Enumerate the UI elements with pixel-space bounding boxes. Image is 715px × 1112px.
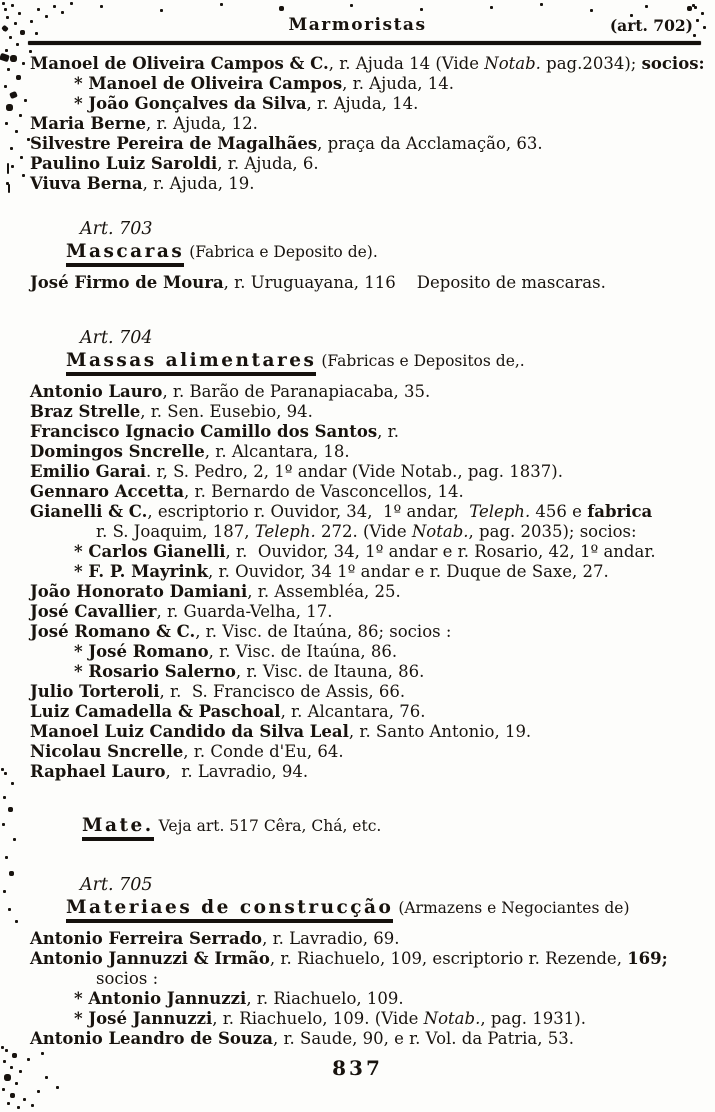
entry-name: Paulino Luiz Saroldi bbox=[30, 154, 218, 173]
directory-entry bbox=[30, 582, 705, 602]
entry-text: , r. Ajuda 14 (Vide bbox=[328, 54, 485, 73]
entry-text: , escriptorio r. Ouvidor, 34, 1º andar, bbox=[147, 502, 470, 521]
directory-entry bbox=[30, 949, 705, 969]
entry-text: , r. Ajuda, 12. bbox=[145, 114, 258, 133]
entry-ref: Notab. bbox=[484, 54, 541, 73]
entry-text: , r. Riachuelo, 109. bbox=[246, 989, 404, 1008]
directory-entry bbox=[30, 94, 705, 114]
entry-name: João Honorato Damiani bbox=[30, 582, 248, 601]
page-number: 837 bbox=[332, 1056, 383, 1080]
directory-section bbox=[30, 814, 705, 838]
directory-entry bbox=[30, 482, 705, 502]
directory-section bbox=[30, 874, 705, 1049]
directory-section bbox=[30, 218, 705, 293]
entry-name: fabrica bbox=[587, 502, 653, 521]
entry-name: Antonio Ferreira Serrado bbox=[30, 929, 263, 948]
entry-text: 272. (Vide bbox=[315, 522, 412, 541]
section-note: (Fabricas e Depositos de,. bbox=[316, 352, 525, 370]
entry-name: Nicolau Sncrelle bbox=[30, 742, 184, 761]
crossref-note: Veja art. 517 Cêra, Chá, etc. bbox=[153, 817, 382, 835]
entry-text: socios : bbox=[96, 969, 159, 988]
section-note: (Fabrica e Deposito de). bbox=[184, 243, 378, 261]
document-body bbox=[0, 45, 715, 1049]
entry-text: , r. bbox=[377, 422, 399, 441]
entry-name: Silvestre Pereira de Magalhães bbox=[30, 134, 318, 153]
entry-text: , r. Alcantara, 76. bbox=[280, 702, 426, 721]
entry-name: Raphael Lauro bbox=[30, 762, 166, 781]
article-number: Art. 704 bbox=[80, 328, 153, 348]
entry-text: , r. Riachuelo, 109, escriptorio r. Rezende, bbox=[269, 949, 628, 968]
entry-text: , r. Visc. de Itauna, 86. bbox=[235, 662, 425, 681]
directory-entry bbox=[30, 54, 705, 74]
section-title: Mascaras bbox=[66, 241, 184, 267]
directory-entry bbox=[30, 382, 705, 402]
entry-name: José Romano & C. bbox=[30, 622, 196, 641]
entry-name: * Rosario Salerno bbox=[74, 662, 236, 681]
scan-noise bbox=[1, 768, 4, 771]
scan-noise bbox=[1, 1046, 4, 1049]
crossref-heading bbox=[82, 814, 705, 838]
directory-section bbox=[30, 54, 705, 194]
entry-name: José Firmo de Moura bbox=[30, 273, 224, 292]
directory-entry bbox=[30, 134, 705, 154]
entry-ref: Notab. bbox=[411, 522, 469, 541]
article-number: Art. 703 bbox=[80, 219, 153, 239]
entry-text: , pag. 2035); socios: bbox=[468, 522, 637, 541]
directory-entry bbox=[30, 542, 705, 562]
entry-text: , praça da Acclamação, 63. bbox=[317, 134, 543, 153]
entry-text: , r. Visc. de Itaúna, 86. bbox=[208, 642, 398, 661]
entry-ref: Notab. bbox=[423, 1009, 481, 1028]
entry-text: . r, S. Pedro, 2, 1º andar (Vide Notab., pag. 1837). bbox=[146, 462, 563, 481]
directory-entry bbox=[30, 422, 705, 442]
entry-name: * Manoel de Oliveira Campos bbox=[74, 74, 343, 93]
directory-entry bbox=[30, 929, 705, 949]
directory-entry bbox=[30, 402, 705, 422]
entry-text: , r. S. Francisco de Assis, 66. bbox=[159, 682, 406, 701]
entry-name: Antonio Lauro bbox=[30, 382, 163, 401]
directory-entry bbox=[30, 462, 705, 482]
entry-name: José Cavallier bbox=[30, 602, 157, 621]
directory-entry bbox=[30, 174, 705, 194]
scan-noise bbox=[2, 2, 5, 5]
entry-text: , r. Saude, 90, e r. Vol. da Patria, 53. bbox=[272, 1029, 574, 1048]
directory-entry bbox=[30, 989, 705, 1009]
entry-text: , r. Ajuda, 14. bbox=[306, 94, 419, 113]
entry-text: , pag. 1931). bbox=[480, 1009, 586, 1028]
scan-noise bbox=[70, 2, 73, 5]
entry-name: * João Gonçalves da Silva bbox=[74, 94, 307, 113]
article-ref: (art. 702) bbox=[609, 16, 693, 35]
entry-name: Gennaro Accetta bbox=[30, 482, 185, 501]
entry-text: , r. Ouvidor, 34 1º andar e r. Duque de Saxe, 27. bbox=[208, 562, 609, 581]
directory-entry bbox=[30, 522, 705, 542]
directory-entry bbox=[30, 969, 705, 989]
directory-entry bbox=[30, 662, 705, 682]
section-heading bbox=[66, 349, 705, 373]
directory-entry bbox=[30, 762, 705, 782]
entry-text: , r. Ajuda, 14. bbox=[342, 74, 454, 93]
entry-text: , r. Barão de Paranapiacaba, 35. bbox=[162, 382, 431, 401]
scan-noise bbox=[692, 4, 695, 7]
scan-noise bbox=[8, 184, 10, 193]
entry-name: * José Romano bbox=[74, 642, 209, 661]
running-title: Marmoristas bbox=[288, 15, 427, 35]
directory-entry bbox=[30, 502, 705, 522]
directory-entry bbox=[30, 562, 705, 582]
entry-name: Antonio Jannuzzi & Irmão bbox=[30, 949, 270, 968]
entry-name: Manoel de Oliveira Campos & C. bbox=[30, 54, 329, 73]
directory-entry bbox=[30, 622, 705, 642]
entry-text: , r. Ajuda, 6. bbox=[217, 154, 319, 173]
directory-entry bbox=[30, 74, 705, 94]
entry-text: , r. Lavradio, 69. bbox=[262, 929, 400, 948]
entry-text: , r. Ajuda, 19. bbox=[142, 174, 255, 193]
section-title: Massas alimentares bbox=[66, 350, 316, 376]
directory-entry bbox=[30, 442, 705, 462]
entry-ref: Teleph. bbox=[254, 522, 316, 541]
entry-text: , r. Sen. Eusebio, 94. bbox=[140, 402, 313, 421]
entry-name: Maria Berne bbox=[30, 114, 146, 133]
entry-name: Emilio Garai bbox=[30, 462, 147, 481]
entry-name: socios: bbox=[641, 54, 705, 73]
directory-entry bbox=[30, 602, 705, 622]
entry-name: 169; bbox=[627, 949, 668, 968]
entry-text: , r. Assembléa, 25. bbox=[247, 582, 401, 601]
entry-text: , r. Santo Antonio, 19. bbox=[348, 722, 532, 741]
directory-entry bbox=[30, 1009, 705, 1029]
entry-name: * Carlos Gianelli bbox=[74, 542, 226, 561]
entry-ref: Teleph. bbox=[469, 502, 531, 521]
section-title: Materiaes de construcção bbox=[66, 897, 393, 923]
section-heading bbox=[66, 896, 705, 920]
entry-text: , r. Alcantara, 18. bbox=[204, 442, 350, 461]
crossref-title: Mate. bbox=[82, 815, 154, 841]
entry-text: , r. Visc. de Itaúna, 86; socios : bbox=[195, 622, 452, 641]
entry-name: * José Jannuzzi bbox=[74, 1009, 213, 1028]
entry-name: * Antonio Jannuzzi bbox=[74, 989, 247, 1008]
directory-entry bbox=[30, 1029, 705, 1049]
page-footer bbox=[0, 1056, 715, 1080]
entry-name: Francisco Ignacio Camillo dos Santos bbox=[30, 422, 378, 441]
directory-entry bbox=[30, 722, 705, 742]
directory-entry bbox=[30, 642, 705, 662]
entry-text: , r. Lavradio, 94. bbox=[165, 762, 309, 781]
entry-name: Braz Strelle bbox=[30, 402, 141, 421]
entry-name: Antonio Leandro de Souza bbox=[30, 1029, 273, 1048]
entry-name: Domingos Sncrelle bbox=[30, 442, 205, 461]
directory-entry bbox=[30, 114, 705, 134]
directory-entry bbox=[30, 273, 705, 293]
entry-text: , r. Bernardo de Vasconcellos, 14. bbox=[184, 482, 464, 501]
entry-name: Manoel Luiz Candido da Silva Leal bbox=[30, 722, 349, 741]
entry-text: , r. Conde d'Eu, 64. bbox=[183, 742, 344, 761]
entry-text: pag.2034); bbox=[540, 54, 642, 73]
directory-entry bbox=[30, 742, 705, 762]
entry-text: 456 e bbox=[530, 502, 588, 521]
section-note: (Armazens e Negociantes de) bbox=[393, 899, 630, 917]
entry-name: * F. P. Mayrink bbox=[74, 562, 209, 581]
directory-entry bbox=[30, 702, 705, 722]
page-header bbox=[0, 15, 715, 37]
entry-text: , r. Ouvidor, 34, 1º andar e r. Rosario, 42, 1º andar. bbox=[225, 542, 656, 561]
entry-name: Gianelli & C. bbox=[30, 502, 148, 521]
entry-name: Viuva Berna bbox=[30, 174, 143, 193]
directory-section bbox=[30, 327, 705, 782]
entry-text: , r. Guarda-Velha, 17. bbox=[156, 602, 333, 621]
entry-name: Julio Torteroli bbox=[30, 682, 160, 701]
entry-text: , r. Riachuelo, 109. (Vide bbox=[212, 1009, 424, 1028]
entry-name: Luiz Camadella & Paschoal bbox=[30, 702, 281, 721]
directory-entry bbox=[30, 154, 705, 174]
article-number: Art. 705 bbox=[80, 875, 153, 895]
scan-noise bbox=[7, 163, 9, 174]
section-heading bbox=[66, 240, 705, 264]
entry-text: r. S. Joaquim, 187, bbox=[96, 522, 255, 541]
directory-entry bbox=[30, 682, 705, 702]
entry-text: , r. Uruguayana, 116 Deposito de mascaras. bbox=[223, 273, 606, 292]
